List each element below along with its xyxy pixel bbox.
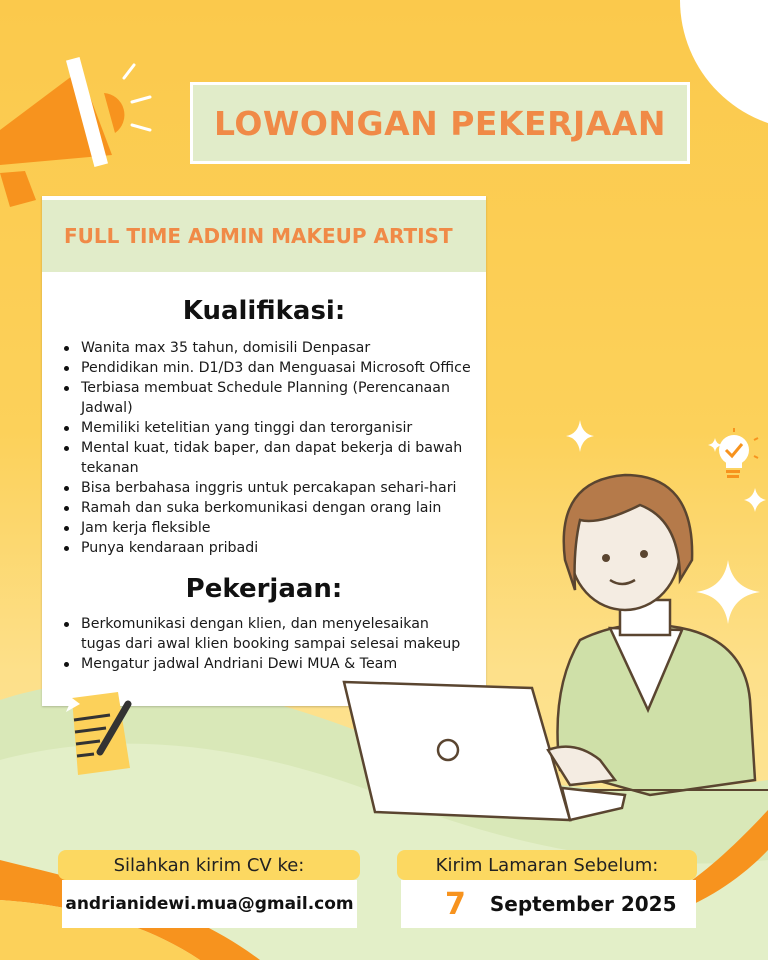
list-item: Wanita max 35 tahun, domisili Denpasar — [62, 338, 472, 358]
contact-email-box — [62, 880, 357, 928]
deadline-label: Kirim Lamaran Sebelum: — [435, 854, 659, 876]
woman-laptop-illustration — [330, 450, 768, 840]
deadline-month-year: September 2025 — [489, 892, 677, 916]
list-item: Bisa berbahasa inggris untuk percakapan sehari-hari — [62, 478, 472, 498]
list-item: Ramah dan suka berkomunikasi dengan orang lain — [62, 498, 472, 518]
deadline-label-pill — [397, 850, 697, 880]
contact-label-pill — [58, 850, 360, 880]
position-title: FULL TIME ADMIN MAKEUP ARTIST — [64, 224, 453, 248]
notepad-pencil-icon — [58, 690, 138, 780]
qualifications-heading: Kualifikasi: — [182, 296, 346, 326]
deadline-day: 7 — [445, 886, 466, 922]
deadline-date-box — [401, 880, 696, 928]
list-item: Pendidikan min. D1/D3 dan Menguasai Microsoft Office — [62, 358, 472, 378]
duties-heading: Pekerjaan: — [185, 574, 343, 604]
contact-email[interactable]: andrianidewi.mua@gmail.com — [65, 894, 354, 914]
title-banner — [190, 82, 690, 164]
list-item: Mengatur jadwal Andriani Dewi MUA & Team — [62, 654, 472, 674]
list-item: Memiliki ketelitian yang tinggi dan terorganisir — [62, 418, 472, 438]
list-item: Jam kerja fleksible — [62, 518, 472, 538]
contact-label: Silahkan kirim CV ke: — [113, 854, 305, 876]
megaphone-icon — [0, 45, 170, 215]
page-title: LOWONGAN PEKERJAAN — [214, 103, 666, 143]
list-item: Punya kendaraan pribadi — [62, 538, 472, 558]
list-item: Berkomunikasi dengan klien, dan menyelesaikan tugas dari awal klien booking sampai selesai makeup — [62, 614, 472, 654]
list-item: Terbiasa membuat Schedule Planning (Perencanaan Jadwal) — [62, 378, 472, 418]
position-banner — [42, 200, 486, 272]
list-item: Mental kuat, tidak baper, dan dapat bekerja di bawah tekanan — [62, 438, 472, 478]
